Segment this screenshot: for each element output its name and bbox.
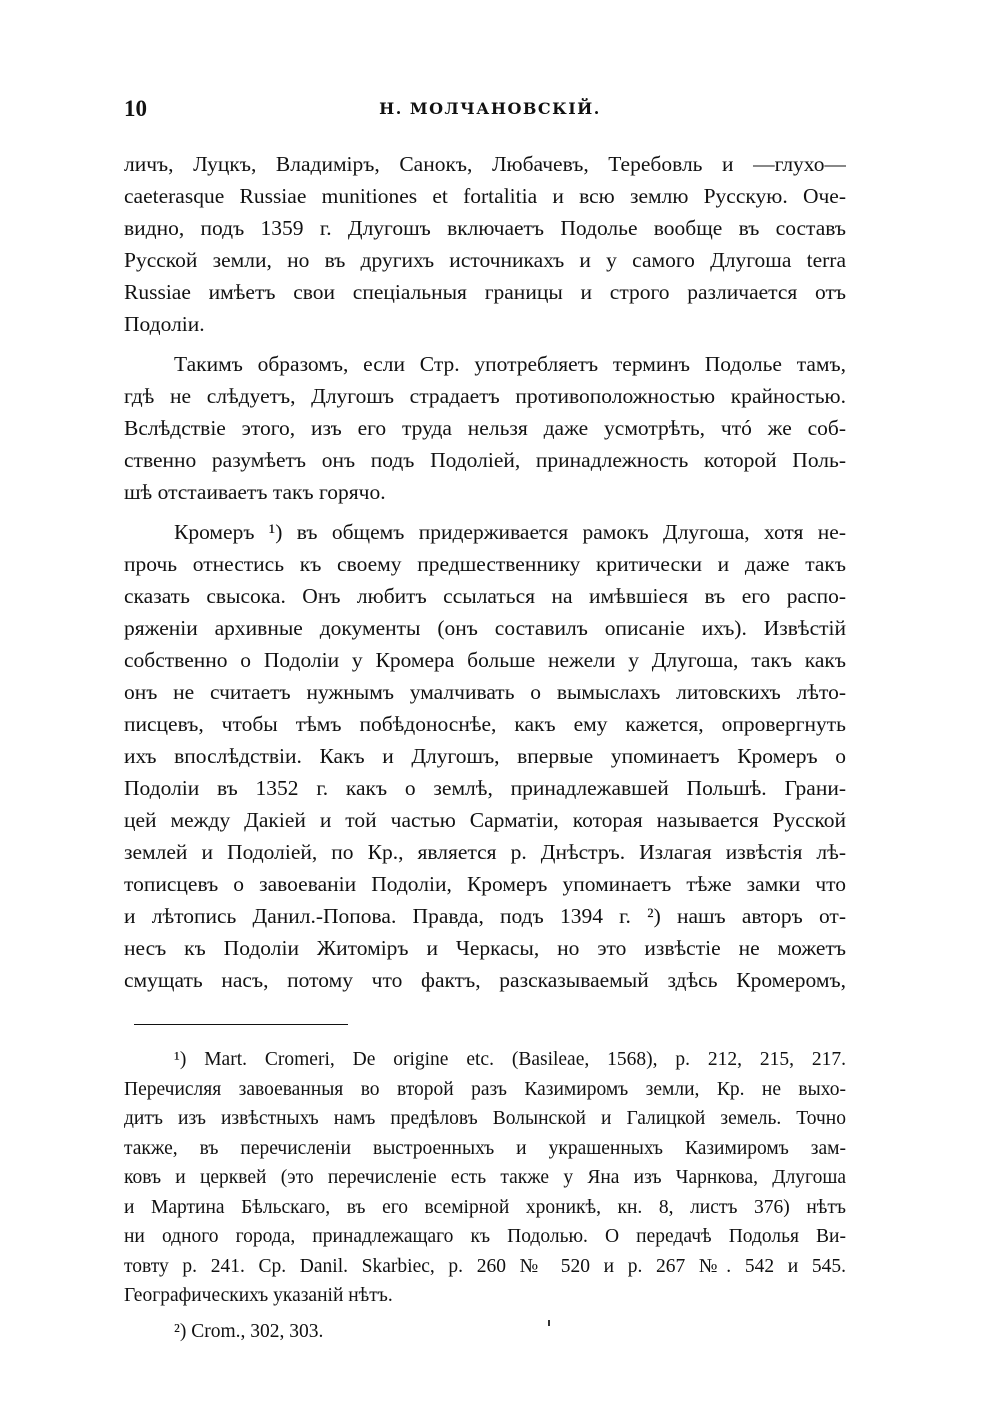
print-speck <box>548 1320 550 1326</box>
text-line: личъ, Луцкъ, Владимiръ, Санокъ, Любачевъ, Теребовль и —глухо— <box>124 152 846 176</box>
text-line: прочь отнестись къ своему предшественнику критически и даже такъ <box>124 552 846 576</box>
text-line: Вслѣдствiе этого, изъ его труда нельзя даже усмотрѣть, чтó же соб- <box>124 416 846 440</box>
text-line: ряженiи архивные документы (онъ составилъ описанiе ихъ). Извѣстiй <box>124 616 846 640</box>
body-text <box>124 148 846 996</box>
footnote-line: дитъ изъ извѣстныхъ намъ предѣловъ Волынской и Галицкой земель. Точно <box>124 1108 846 1129</box>
text-line: землей и Подолiей, по Кр., является р. Днѣстръ. Излагая извѣстiя лѣ- <box>124 840 846 864</box>
text-line: несъ къ Подолiи Житомiръ и Черкасы, но это извѣстiе не можетъ <box>124 936 846 960</box>
running-head <box>124 96 846 132</box>
text-line: ихъ впослѣдствiи. Какъ и Длугошъ, впервые упоминаетъ Кромеръ о <box>124 744 846 768</box>
footnote-line: Географическихъ указанiй нѣтъ. <box>124 1285 393 1306</box>
text-line: сказать свысока. Онъ любитъ ссылаться на имѣвшiеся въ его распо- <box>124 584 846 608</box>
text-line: гдѣ не слѣдуетъ, Длугошъ страдаетъ противоположностью крайностью. <box>124 384 846 408</box>
text-line: Такимъ образомъ, если Стр. употребляетъ терминъ Подолье тамъ, <box>174 352 846 376</box>
text-line: тописцевъ о завоеванiи Подолiи, Кромеръ упоминаетъ тѣже замки что <box>124 872 846 896</box>
text-line: и лѣтопись Данил.-Попова. Правда, подъ 1394 г. ²) нашъ авторъ от- <box>124 904 846 928</box>
text-line: писцевъ, чтобы тѣмъ побѣдоноснѣе, какъ ему кажется, опровергнуть <box>124 712 846 736</box>
text-line: ственно разумѣетъ онъ подъ Подолiей, принадлежность которой Поль- <box>124 448 846 472</box>
footnote-line: ¹) Mart. Cromeri, De origine etc. (Basileae, 1568), p. 212, 215, 217. <box>174 1049 846 1070</box>
book-page <box>124 96 846 1346</box>
text-line: видно, подъ 1359 г. Длугошъ включаетъ Подолье вообще въ составъ <box>124 216 846 240</box>
text-line: собственно о Подолiи у Кромера больше нежели у Длугоша, такъ какъ <box>124 648 846 672</box>
footnote-divider <box>134 1024 348 1025</box>
text-line: Подолiи въ 1352 г. какъ о землѣ, принадлежавшей Польшѣ. Грани- <box>124 776 846 800</box>
footnote-line: ковъ и церквей (это перечисленiе есть также у Яна изъ Чарнкова, Длугоша <box>124 1167 846 1188</box>
text-line: Русской земли, но въ другихъ источникахъ и у самого Длугоша terra <box>124 248 846 272</box>
footnotes <box>124 1045 846 1346</box>
running-title: Н. МОЛЧАНОВСКIЙ. <box>379 99 601 118</box>
text-line: Russiae имѣетъ свои спецiальныя границы и строго различается отъ <box>124 280 846 304</box>
text-line: смущать насъ, потому что фактъ, разсказываемый здѣсь Кромеромъ, <box>124 968 846 992</box>
footnote-line: также, въ перечисленiи выстроенныхъ и украшенныхъ Казимиромъ зам- <box>124 1137 846 1159</box>
footnote-line: ²) Crom., 302, 303. <box>174 1320 324 1342</box>
text-line: онъ не считаетъ нужнымъ умалчивать о вымыслахъ литовскихъ лѣто- <box>124 680 846 704</box>
text-line: Подолiи. <box>124 312 205 336</box>
text-line: цей между Дакiей и той частью Сарматiи, которая называется Русской <box>124 808 846 832</box>
page-number: 10 <box>124 96 147 121</box>
footnote-line: Перечисляя завоеванныя во второй разъ Казимиромъ земли, Кр. не выхо- <box>124 1078 846 1100</box>
footnote-line: товту р. 241. Ср. Danil. Skarbiec, p. 260 № 520 и р. 267 №. 542 и 545. <box>124 1255 846 1277</box>
footnote-line: и Мартина Бѣльскаго, въ его всемiрной хроникѣ, кн. 8, листъ 376) нѣтъ <box>124 1196 846 1218</box>
footnote-line: ни одного города, принадлежащаго къ Подолью. О передачѣ Подолья Ви- <box>124 1226 846 1247</box>
text-line: шѣ отстаиваетъ такъ горячо. <box>124 480 386 504</box>
text-line: Кромеръ ¹) въ общемъ придерживается рамокъ Длугоша, хотя не- <box>174 520 846 544</box>
text-line: caeterasque Russiae munitiones et fortalitia и всю землю Русскую. Оче- <box>124 184 846 208</box>
